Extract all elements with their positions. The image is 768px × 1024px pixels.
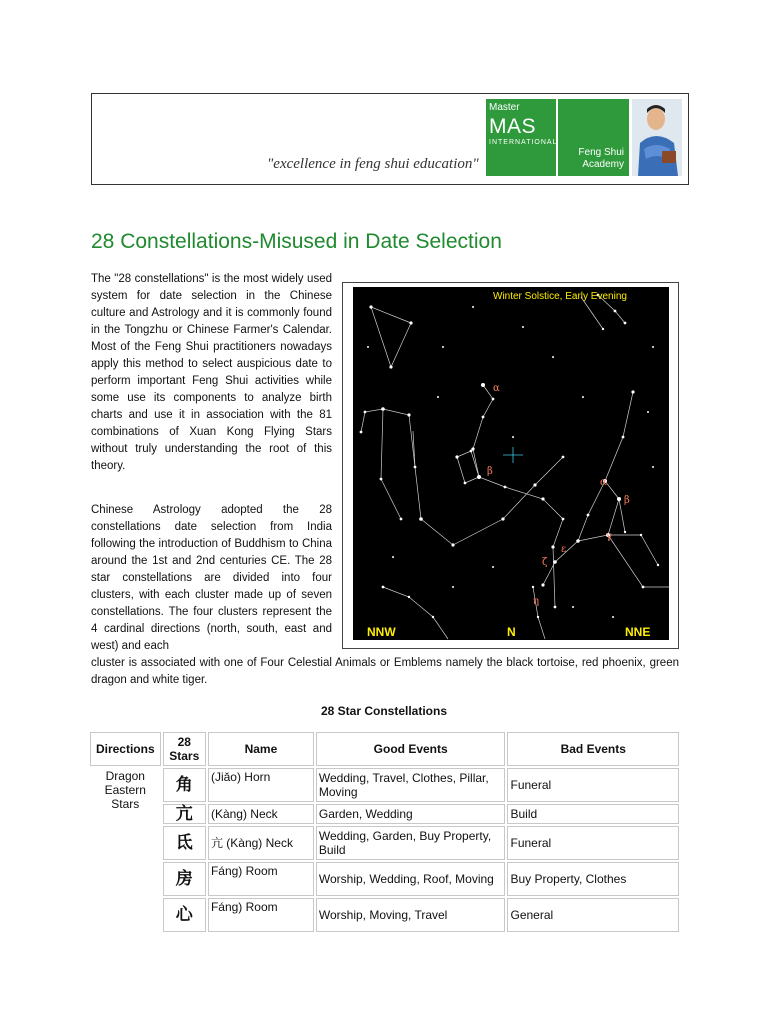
constellation-name: (Kàng) Neck [208,804,314,824]
greek-label-eta: η [533,596,539,607]
academy-logo [558,99,629,176]
direction-n: N [507,625,516,639]
greek-label-beta-2: β [624,495,630,506]
direction-nnw: NNW [367,625,396,639]
star-dots [360,294,660,619]
table-row [90,804,679,824]
greek-label-alpha-2: α [600,477,607,488]
table-row [90,826,679,860]
logo-master-text: Master [489,102,520,113]
good-events-cell: Garden, Wedding [316,804,506,824]
logo-academy-text [578,147,624,171]
master-portrait-photo [632,99,682,176]
logo-mas-text: MAS [489,115,537,138]
table-caption: 28 Star Constellations [320,704,448,718]
history-paragraph-continued: cluster is associated with one of Four Celestial Animals or Emblems namely the black tortoise, red phoenix, green dragon and white tiger. [91,657,679,686]
good-events-cell: Wedding, Travel, Clothes, Pillar, Moving [316,768,506,802]
star-glyph: 氐 [163,826,206,860]
good-events-cell: Worship, Wedding, Roof, Moving [316,862,506,896]
good-events-cell: Worship, Moving, Travel [316,898,506,932]
greek-label-alpha-1: α [493,383,500,394]
tagline: "excellence in feng shui education" [267,156,479,172]
header-name: Name [208,732,314,766]
header-good-events: Good Events [316,732,506,766]
greek-label-epsilon: ε [561,544,567,555]
bad-events-cell: Buy Property, Clothes [507,862,679,896]
star-glyph: 角 [163,768,206,802]
page-title: 28 Constellations-Misused in Date Selection [91,230,502,253]
greek-label-beta-1: β [487,466,493,477]
direction-nne: NNE [625,625,651,639]
constellation-name: 亢 (Kàng) Neck [208,826,314,860]
bad-events-cell: Funeral [507,826,679,860]
logo-fengshui-line: Feng Shui [578,147,624,158]
star-glyph: 心 [163,898,206,932]
bad-events-cell: Funeral [507,768,679,802]
table-row [90,862,679,896]
bad-events-cell: General [507,898,679,932]
greek-label-gamma: γ [606,531,612,542]
star-map-caption: Winter Solstice, Early Evening [493,291,627,302]
table-header-row [90,732,679,766]
header-banner [91,93,689,185]
constellation-name: Fáng) Room [208,862,314,896]
bad-events-cell: Build [507,804,679,824]
table-row [90,768,679,802]
header-bad-events: Bad Events [507,732,679,766]
star-glyph: 房 [163,862,206,896]
logo-international-text: INTERNATIONAL [489,139,558,146]
table-row [90,898,679,932]
header-28-stars: 28 Stars [163,732,206,766]
star-glyph: 亢 [163,804,206,824]
history-paragraph: Chinese Astrology adopted the 28 constellations date selection from India following the introduction of Buddhism to China around the 1st and 2nd centuries CE. The 28 star constellations are divided into four clusters, with each cluster made up of seven constellations. The four clusters represent the 4 cardinal directions (north, south, east and west) and each [91,504,332,652]
good-events-cell: Wedding, Garden, Buy Property, Build [316,826,506,860]
constellation-name: (Jiǎo) Horn [208,768,314,802]
constellations-table [88,730,681,934]
greek-label-zeta: ζ [542,557,548,568]
header-directions: Directions [90,732,161,766]
logo-academy-line: Academy [582,159,624,170]
direction-cell: Dragon Eastern Stars [104,769,146,811]
constellation-name: Fáng) Room [208,898,314,932]
star-map-image [353,287,669,640]
zenith-marker [503,447,523,463]
mas-logo [486,99,556,176]
intro-paragraph: The "28 constellations" is the most widely used system for date selection in the Chinese culture and Astrology and it is commonly found in the Tongzhu or Chinese Farmer's Calendar. Most of the Feng Shui practitioners nowadays apply this method to select auspicious date to perform important Feng Shui activities while some use its components to analyze birth charts and use it in association with the 81 combinations of Xuan Kong Flying Stars without truly understanding the root of this theory. [91,273,332,472]
